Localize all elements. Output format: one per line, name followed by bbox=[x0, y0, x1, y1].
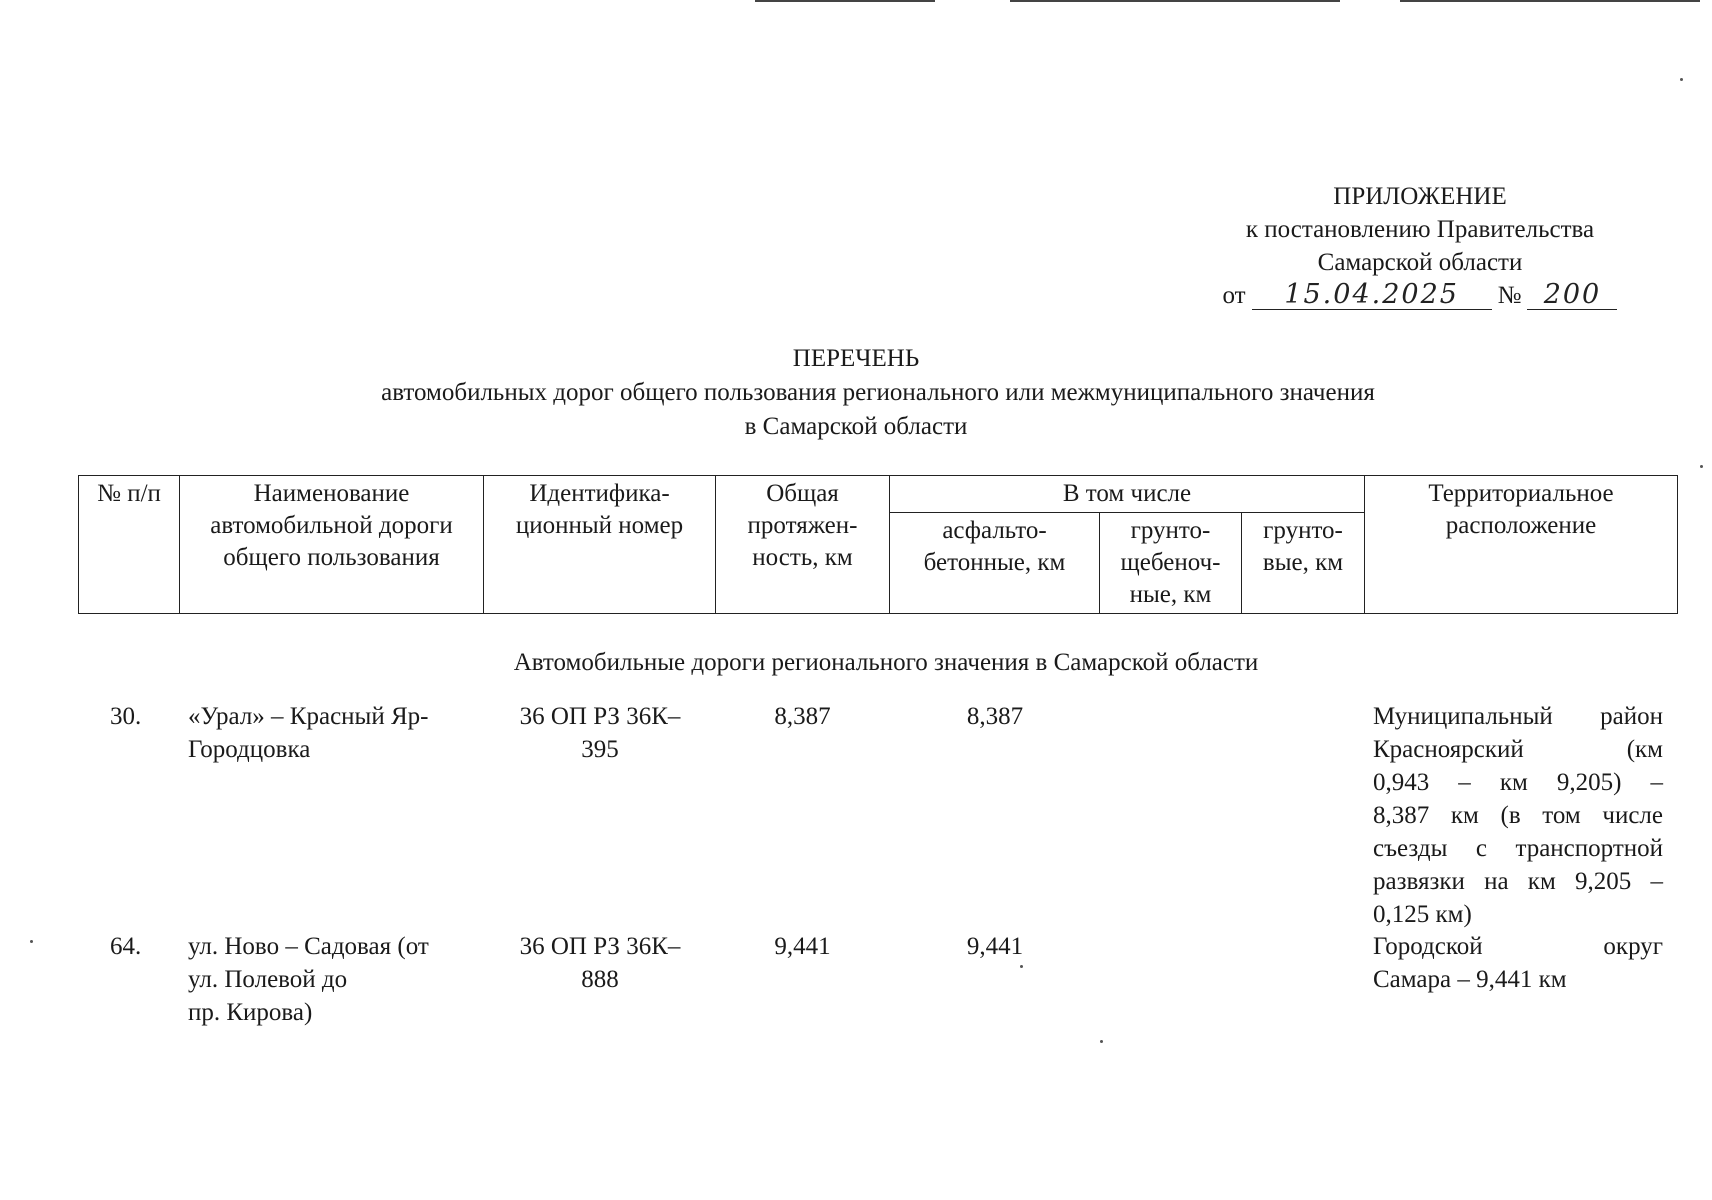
document-title bbox=[0, 342, 1712, 444]
row-number: 64. bbox=[110, 933, 142, 960]
header-dirt: грунто-вые, км bbox=[1242, 513, 1365, 614]
title-line: в Самарской области bbox=[744, 413, 968, 440]
location-line: Муниципальный район bbox=[1373, 703, 1663, 730]
header-including: В том числе bbox=[890, 476, 1365, 513]
scan-speck bbox=[1700, 465, 1703, 468]
scan-speck bbox=[30, 940, 33, 943]
location-line: 0,125 км) bbox=[1373, 901, 1472, 928]
header-id: Идентифика-ционный номер bbox=[484, 476, 716, 614]
scan-edge-line bbox=[755, 0, 935, 2]
road-location bbox=[1373, 930, 1663, 996]
location-line: Самара – 9,441 км bbox=[1373, 966, 1567, 993]
road-location bbox=[1373, 700, 1663, 931]
header-name: Наименование автомобильной дороги общего пользования bbox=[180, 476, 484, 614]
road-total-length: 8,387 bbox=[774, 703, 831, 730]
number-prefix: № bbox=[1497, 282, 1522, 309]
appendix-line: к постановлению Правительства bbox=[1245, 216, 1595, 243]
road-id bbox=[500, 700, 700, 766]
road-name bbox=[188, 930, 478, 1029]
scan-speck bbox=[1680, 78, 1683, 81]
header-num: № п/п bbox=[79, 476, 180, 614]
location-line: съезды с транспортной bbox=[1373, 835, 1663, 862]
scan-speck bbox=[1020, 965, 1023, 968]
scan-speck bbox=[1100, 1040, 1103, 1043]
appendix-date-line bbox=[1180, 279, 1660, 312]
handwritten-number: 200 bbox=[1527, 281, 1617, 310]
road-id-line: 395 bbox=[581, 736, 619, 763]
road-name-line: «Урал» – Красный Яр- bbox=[188, 703, 429, 730]
road-name-line: ул. Ново – Садовая (от bbox=[188, 933, 429, 960]
header-asphalt: асфальто-бетонные, км bbox=[890, 513, 1100, 614]
road-id-line: 36 ОП РЗ 36К– bbox=[519, 703, 681, 730]
road-name-line: пр. Кирова) bbox=[188, 999, 313, 1026]
row-number: 30. bbox=[110, 703, 142, 730]
handwritten-date: 15.04.2025 bbox=[1252, 281, 1492, 310]
title-line: автомобильных дорог общего пользования регионального или межмуниципального значения bbox=[381, 379, 1375, 406]
location-line: 0,943 – км 9,205) – bbox=[1373, 769, 1663, 796]
road-id bbox=[500, 930, 700, 996]
scan-edge-line bbox=[1010, 0, 1340, 2]
roads-table-header bbox=[78, 475, 1678, 614]
location-line: Красноярский (км bbox=[1373, 736, 1663, 763]
road-name-line: ул. Полевой до bbox=[188, 966, 348, 993]
road-name bbox=[188, 700, 478, 766]
road-name-line: Городцовка bbox=[188, 736, 311, 763]
appendix-heading: ПРИЛОЖЕНИЕ bbox=[1333, 183, 1507, 210]
appendix-block bbox=[1180, 180, 1660, 312]
road-asphalt-length: 9,441 bbox=[966, 933, 1024, 960]
scan-edge-line bbox=[1400, 0, 1700, 2]
location-line: 8,387 км (в том числе bbox=[1373, 802, 1663, 829]
date-prefix: от bbox=[1222, 282, 1246, 309]
road-total-length: 9,441 bbox=[774, 933, 831, 960]
title-heading: ПЕРЕЧЕНЬ bbox=[792, 345, 920, 372]
road-id-line: 888 bbox=[581, 966, 619, 993]
appendix-line: Самарской области bbox=[1317, 249, 1523, 276]
header-location: Территориальное расположение bbox=[1365, 476, 1678, 614]
location-line: Городской округ bbox=[1373, 933, 1663, 960]
road-asphalt-length: 8,387 bbox=[966, 703, 1024, 730]
header-gravel: грунто-щебеноч-ные, км bbox=[1100, 513, 1242, 614]
road-id-line: 36 ОП РЗ 36К– bbox=[519, 933, 681, 960]
section-title: Автомобильные дороги регионального значения в Самарской области bbox=[513, 649, 1259, 676]
header-total: Общая протяжен-ность, км bbox=[716, 476, 890, 614]
location-line: развязки на км 9,205 – bbox=[1373, 868, 1663, 895]
